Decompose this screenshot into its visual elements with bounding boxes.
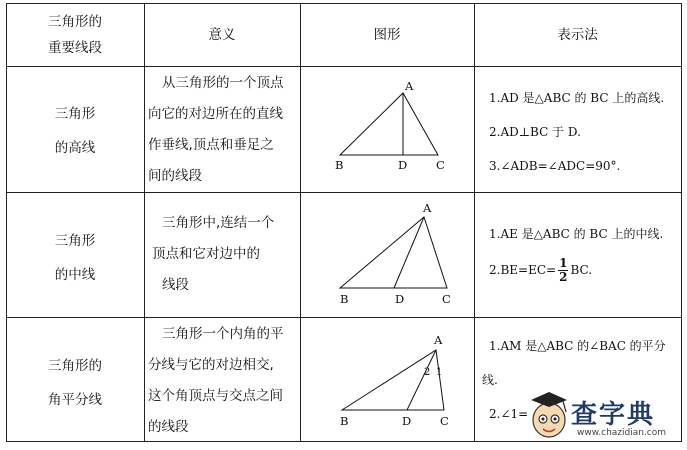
segments-table — [6, 3, 682, 442]
meaning-line: 三角形中,连结一个 — [162, 215, 275, 231]
notation-line: 2.∠1= — [489, 407, 529, 421]
row-label-line: 角平分线 — [48, 392, 102, 408]
vertex-label-a: A — [434, 333, 443, 347]
watermark-url: www.chazidian.com — [577, 428, 667, 438]
notation-line: 2.AD⊥BC 于 D. — [489, 125, 581, 139]
row-label-altitude — [6, 97, 144, 165]
table-border-right — [681, 3, 682, 442]
meaning-median — [148, 208, 300, 301]
angle-label-2: 2 — [424, 367, 431, 378]
meaning-line: 线段 — [162, 277, 189, 293]
meaning-line: 从三角形的一个顶点 — [162, 75, 284, 91]
fraction-one-half — [558, 257, 568, 284]
meaning-bisector — [148, 319, 300, 443]
notation-line: 1.AM 是△ABC 的∠BAC 的平分 — [489, 339, 666, 353]
header-notation: 表示法 — [557, 27, 598, 43]
row-label-line: 三角形 — [54, 233, 96, 249]
meaning-line: 这个角顶点与交点之间 — [148, 388, 283, 404]
notation-text: BC. — [570, 263, 593, 277]
triangle-abc — [340, 217, 447, 288]
notation-text: 2.BE=EC= — [489, 263, 557, 277]
header-segment-line: 重要线段 — [48, 40, 102, 56]
vertex-label-b: B — [340, 292, 349, 306]
notation-line: 线. — [482, 373, 498, 387]
midpoint-label-d: D — [395, 292, 405, 306]
notation-altitude — [489, 81, 679, 183]
row-label-line: 的中线 — [54, 267, 96, 283]
notation-median — [489, 217, 679, 287]
table-rule — [144, 3, 145, 442]
vertex-label-b: B — [340, 414, 349, 428]
triangle-abc — [340, 93, 438, 155]
fraction-denominator: 2 — [559, 270, 568, 284]
header-meaning: 意义 — [208, 27, 236, 43]
meaning-line: 的线段 — [148, 419, 189, 435]
watermark-brand: 查字典 — [571, 400, 656, 430]
meaning-altitude — [148, 68, 300, 192]
notation-line: 1.AD 是△ABC 的 BC 上的高线. — [489, 91, 665, 105]
vertex-label-a: A — [423, 201, 432, 215]
vertex-label-b: B — [335, 158, 344, 172]
row-label-median — [6, 224, 144, 292]
header-segment — [6, 9, 144, 61]
vertex-label-c: C — [442, 292, 451, 306]
meaning-line: 向它的对边所在的直线 — [148, 106, 283, 122]
table-rule — [474, 3, 475, 442]
row-label-line: 三角形 — [54, 106, 96, 122]
foot-label-d: D — [402, 414, 412, 428]
triangle-abc — [342, 350, 444, 410]
altitude-figure — [300, 66, 474, 192]
meaning-line: 顶点和它对边中的 — [152, 246, 260, 262]
vertex-label-a: A — [405, 79, 414, 93]
meaning-line: 作垂线,顶点和垂足之 — [148, 137, 274, 153]
table-border-top — [6, 3, 682, 4]
meaning-line: 分线与它的对边相交, — [148, 357, 274, 373]
vertex-label-c: C — [440, 414, 449, 428]
row-label-line: 的高线 — [54, 140, 96, 156]
notation-line: 3.∠ADB=∠ADC=90°. — [489, 159, 621, 173]
meaning-line: 间的线段 — [148, 168, 202, 184]
header-segment-line: 三角形的 — [48, 14, 102, 30]
meaning-line: 三角形一个内角的平 — [162, 326, 284, 342]
chazidian-watermark — [527, 388, 682, 444]
angle-label-1: 1 — [436, 367, 443, 378]
median-figure — [300, 192, 474, 317]
median-line-ad — [394, 217, 424, 288]
notation-line: 1.AE 是△ABC 的 BC 上的中线. — [489, 227, 664, 241]
fraction-numerator: 1 — [559, 256, 568, 270]
vertex-label-c: C — [436, 158, 445, 172]
row-label-line: 三角形的 — [48, 358, 102, 374]
header-figure: 图形 — [373, 27, 401, 43]
notation-line — [489, 253, 679, 287]
foot-label-d: D — [398, 158, 408, 172]
row-label-bisector — [6, 349, 144, 417]
bisector-figure — [300, 317, 474, 441]
